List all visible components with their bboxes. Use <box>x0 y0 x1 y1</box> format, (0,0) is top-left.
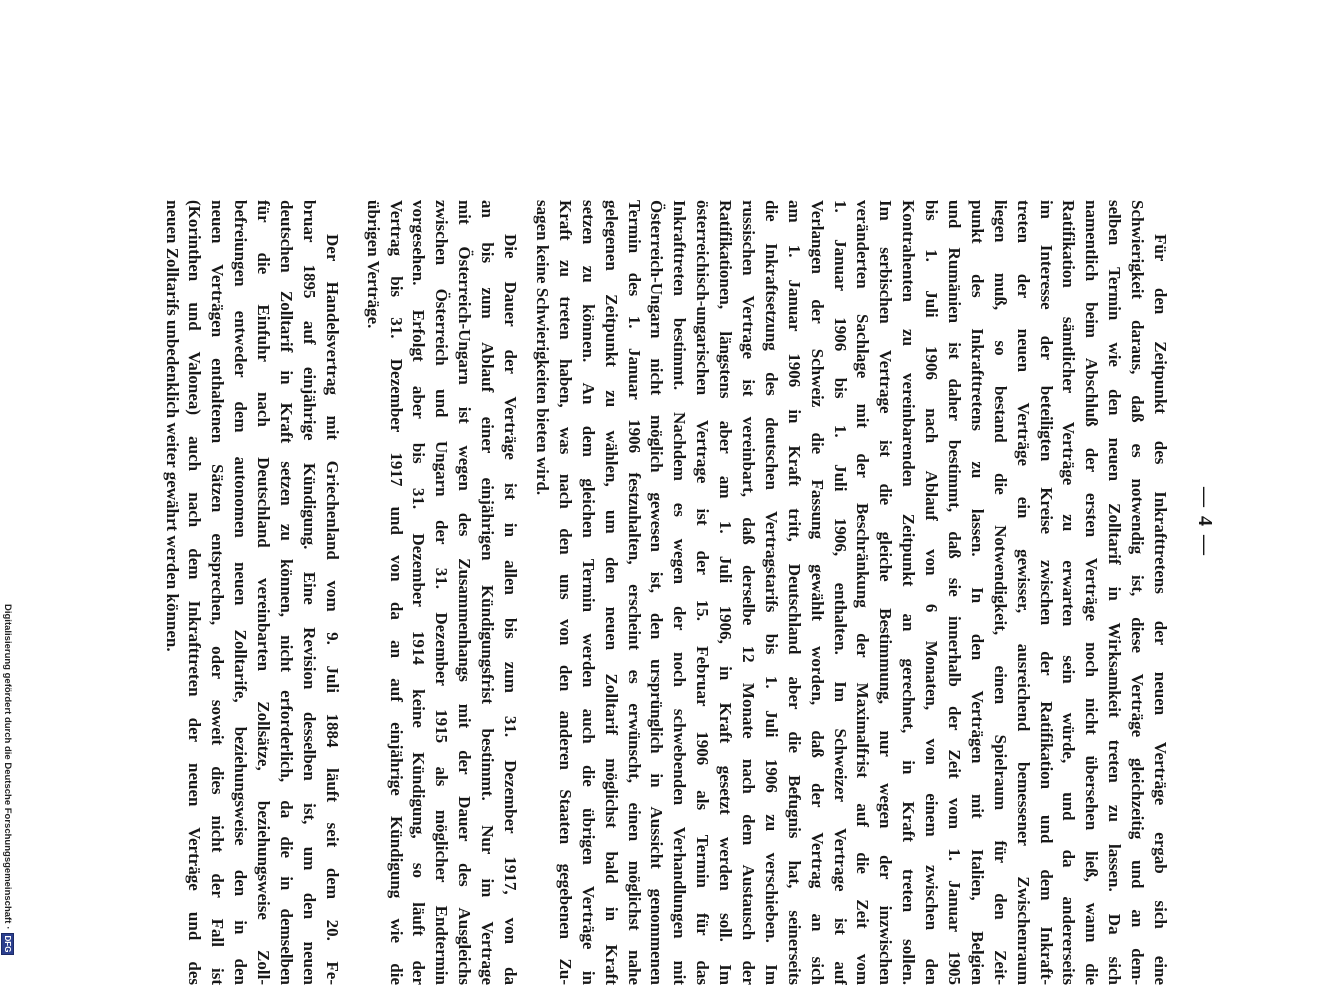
page-number: — 4 — <box>1194 487 1216 557</box>
text-line: russischen Vertrage ist vereinbart, daß derselbe 12 Monate nach dem Austausch der <box>738 200 758 985</box>
text-line: Die Dauer der Verträge ist in allen bis zum 31. Dezember 1917, von da <box>501 234 521 985</box>
text-line: Der Handelsvertrag mit Griechenland vom 9. Juli 1884 läuft seit dem 20. Fe- <box>322 234 342 985</box>
text-line: namentlich beim Abschluß der ersten Verträge noch nicht übersehen ließ, wann die <box>1082 200 1102 985</box>
text-line: Vertrag bis 31. Dezember 1917 und von da an auf einjährige Kündigung wie die <box>386 200 406 985</box>
text-line: und Rumänien ist daher bestimmt, daß sie innerhalb der Zeit vom 1. Januar 1905 <box>944 200 964 985</box>
text-line: am 1. Januar 1906 in Kraft tritt, Deutschland aber die Befugnis hat, seinerseits <box>784 200 804 985</box>
text-line: Österreich-Ungarn nicht möglich gewesen ist, den ursprünglich in Aussicht genommenen <box>647 200 667 985</box>
text-line: Kontrahenten zu vereinbarenden Zeitpunkt an gerechnet, in Kraft treten sollen. <box>899 200 919 985</box>
text-line: für die Einfuhr nach Deutschland vereinbarten Zollsätze, beziehungsweise Zoll- <box>254 200 274 985</box>
text-line: punkt des Inkrafttretens zu lassen. In den Verträgen mit Italien, Belgien <box>967 200 987 985</box>
text-line: Schwierigkeit daraus, daß es notwendig ist, diese Verträge gleichzeitig und an dem- <box>1128 200 1148 985</box>
digitization-credit <box>1 604 15 992</box>
text-line: die Inkraftsetzung des deutschen Vertragstarifs bis 1. Juli 1906 zu verschieben. Im <box>761 200 781 985</box>
text-line: im Interesse der beteiligten Kreise zwischen der Ratifikation und dem Inkraft- <box>1036 200 1056 985</box>
paragraph-treaty-duration <box>361 200 521 985</box>
text-line: bis 1. Juli 1906 nach Ablauf von 6 Monaten, von einem zwischen den <box>922 200 942 985</box>
text-line: gelegenen Zeitpunkt zu wählen, um den neuen Zolltarif möglichst bald in Kraft <box>601 200 621 985</box>
text-line: vorgesehen. Erfolgt aber bis 31. Dezember 1914 keine Kündigung, so läuft der <box>409 200 429 985</box>
document-page <box>155 200 1225 985</box>
text-line: bruar 1895 auf einjährige Kündigung. Eine Revision desselben ist, um den neuen <box>299 200 319 985</box>
text-line: liegen muß, so bestand die Notwendigkeit, einen Spielraum für den Zeit- <box>990 200 1010 985</box>
text-line: (Korinthen und Valonea) auch nach dem Inkrafttreten der neuen Verträge und des <box>185 200 205 985</box>
credit-text: Digitalisierung gefördert durch die Deutsche Forschungsgemeinschaft <box>2 604 14 924</box>
text-line: deutschen Zolltarif in Kraft setzen zu können, nicht erforderlich, da die in demselben <box>277 200 297 985</box>
page-body <box>160 200 1171 985</box>
text-line: befreiungen entweder dem autonomen neuen Zolltarife, beziehungsweise den in den <box>231 200 251 985</box>
text-line: neuen Verträgen enthaltenen Sätzen entsprechen, oder soweit dies nicht der Fall ist <box>208 200 228 985</box>
text-line: mit Österreich-Ungarn ist wegen des Zusammenhangs mit der Dauer des Ausgleichs <box>455 200 475 985</box>
text-line: Kraft zu treten haben, was nach den uns von den anderen Staaten gegebenen Zu- <box>555 200 575 985</box>
text-line: Ratifikation sämtlicher Verträge zu erwarten sein würde, und da andererseits <box>1059 200 1079 985</box>
credit-separator: · <box>2 926 14 930</box>
dfg-logo: DFG <box>2 933 15 956</box>
paragraph-greece-treaty <box>160 200 343 985</box>
text-line: veränderten Sachlage mit der Beschränkung der Maximalfrist auf die Zeit vom <box>853 200 873 985</box>
text-line: sagen keine Schwierigkeiten bieten wird. <box>532 200 552 496</box>
text-line: Ratifikationen, längstens aber am 1. Juli 1906, in Kraft gesetzt werden soll. Im <box>716 200 736 985</box>
text-line: Im serbischen Vertrage ist die gleiche Bestimmung, nur wegen der inzwischen <box>876 200 896 985</box>
paragraph-effective-date <box>530 200 1171 985</box>
text-line: an bis zum Ablauf einer einjährigen Kündigungsfrist bestimmt. Nur im Vertrage <box>478 200 498 985</box>
text-line: zwischen Österreich und Ungarn der 31. Dezember 1915 als möglicher Endtermin <box>432 200 452 985</box>
text-line: treten der neuen Verträge ein gewisser, ausreichend bemessener Zwischenraum <box>1013 200 1033 985</box>
text-line: Inkrafttreten bestimmt. Nachdem es wegen der noch schwebenden Verhandlungen mit <box>670 200 690 985</box>
text-line: Termin des 1. Januar 1906 festzuhalten, erscheint es erwünscht, einen möglichst nahe <box>624 200 644 985</box>
text-line: österreichisch-ungarischen Vertrage ist der 15. Februar 1906 als Termin für das <box>693 200 713 985</box>
text-line: Verlangen der Schweiz die Fassung gewählt worden, daß der Vertrag an sich <box>807 200 827 985</box>
text-line: neuen Zolltarifs unbedenklich weiter gewährt werden können. <box>162 200 182 652</box>
text-line: setzen zu können. An dem gleichen Termin werden auch die übrigen Verträge in <box>578 200 598 985</box>
text-line: selben Termin wie den neuen Zolltarif in Wirksamkeit treten zu lassen. Da sich <box>1105 200 1125 985</box>
text-line: Für den Zeitpunkt des Inkrafttretens der neuen Verträge ergab sich eine <box>1151 234 1170 985</box>
text-line: 1. Januar 1906 bis 1. Juli 1906, enthalten. Im Schweizer Vertrage ist auf <box>830 200 850 985</box>
text-line: übrigen Verträge. <box>363 200 383 329</box>
